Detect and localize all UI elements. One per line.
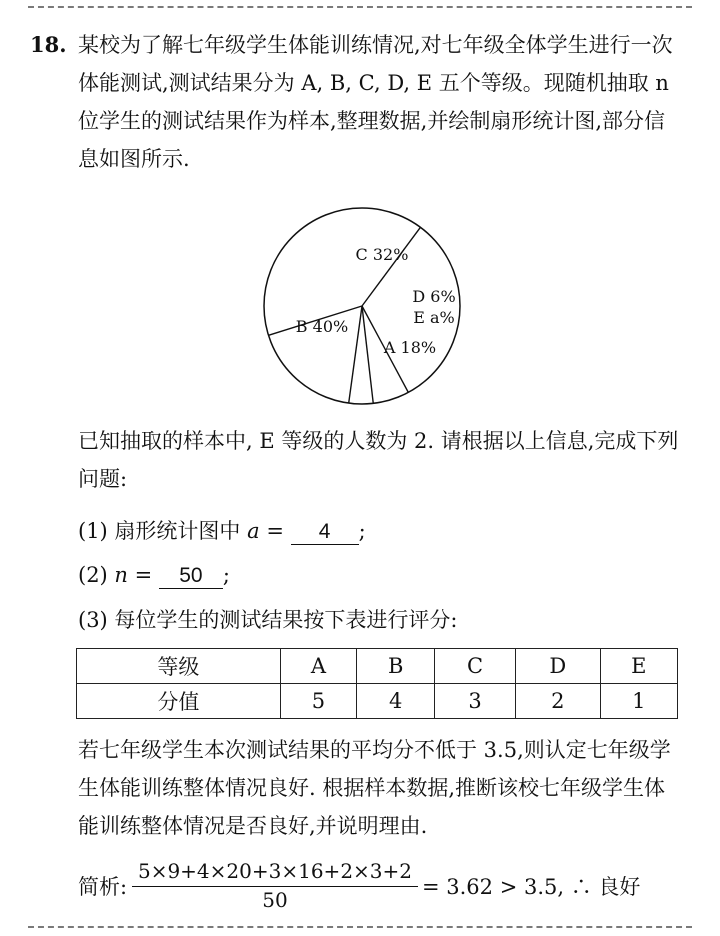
pie-label-e: E a% [413, 308, 455, 327]
part2-line [78, 560, 230, 590]
intro-line-2: 体能测试,测试结果分为 A, B, C, D, E 五个等级。现随机抽取 n [78, 71, 669, 95]
table-row-grade [77, 649, 678, 684]
part2-variable: n [114, 563, 128, 587]
condition-line-1: 若七年级学生本次测试结果的平均分不低于 3.5,则认定七年级学 [78, 738, 671, 762]
part1-answer-blank: 4 [291, 520, 359, 545]
pie-label-d: D 6% [412, 287, 456, 306]
table-cell: 3 [435, 684, 516, 719]
table-cell: B [357, 649, 435, 684]
table-cell: E [600, 649, 677, 684]
part1-equals: = [259, 519, 291, 543]
table-cell: 1 [600, 684, 677, 719]
pie-label-c: C 32% [355, 245, 409, 264]
pie-label-b: B 40% [295, 317, 349, 336]
intro-line-3: 位学生的测试结果作为样本,整理数据,并绘制扇形统计图,部分信 [78, 109, 666, 133]
intro-line-1: 某校为了解七年级学生体能训练情况,对七年级全体学生进行一次 [78, 33, 673, 57]
table-cell: 2 [516, 684, 601, 719]
question-number: 18. [30, 32, 67, 57]
pie-chart [0, 0, 720, 420]
part1-prefix: (1) 扇形统计图中 [78, 519, 248, 543]
score-table [76, 648, 678, 719]
part2-answer-blank: 50 [159, 564, 223, 589]
part3-line: (3) 每位学生的测试结果按下表进行评分: [78, 608, 458, 632]
known-line-1: 已知抽取的样本中, E 等级的人数为 2. 请根据以上信息,完成下列 [78, 429, 679, 453]
table-cell: 5 [280, 684, 357, 719]
table-cell: 等级 [77, 649, 281, 684]
part1-suffix: ; [358, 519, 366, 543]
bottom-dashed-divider [28, 926, 692, 928]
pie-label-a: A 18% [383, 338, 437, 357]
part1-variable: a [247, 519, 260, 543]
part2-prefix: (2) [78, 563, 115, 587]
solution-fraction [132, 858, 418, 913]
part2-equals: = [127, 563, 159, 587]
solution-result: = 3.62 > 3.5, ∴ 良好 [422, 875, 641, 899]
solution-label: 简析: [78, 875, 128, 899]
fraction-denominator: 50 [262, 888, 288, 912]
condition-line-2: 生体能训练整体情况良好. 根据样本数据,推断该校七年级学生体 [78, 776, 666, 800]
table-cell: A [280, 649, 357, 684]
part1-line [78, 516, 366, 546]
intro-line-4: 息如图所示. [78, 147, 190, 171]
table-cell: 4 [357, 684, 435, 719]
pie-group [264, 208, 460, 404]
condition-line-3: 能训练整体情况是否良好,并说明理由. [78, 814, 428, 838]
table-row-score [77, 684, 678, 719]
table-cell: 分值 [77, 684, 281, 719]
table-cell: D [516, 649, 601, 684]
fraction-numerator: 5×9+4×20+3×16+2×3+2 [137, 859, 413, 883]
table-cell: C [435, 649, 516, 684]
known-line-2: 问题: [78, 467, 128, 491]
part2-suffix: ; [222, 563, 230, 587]
